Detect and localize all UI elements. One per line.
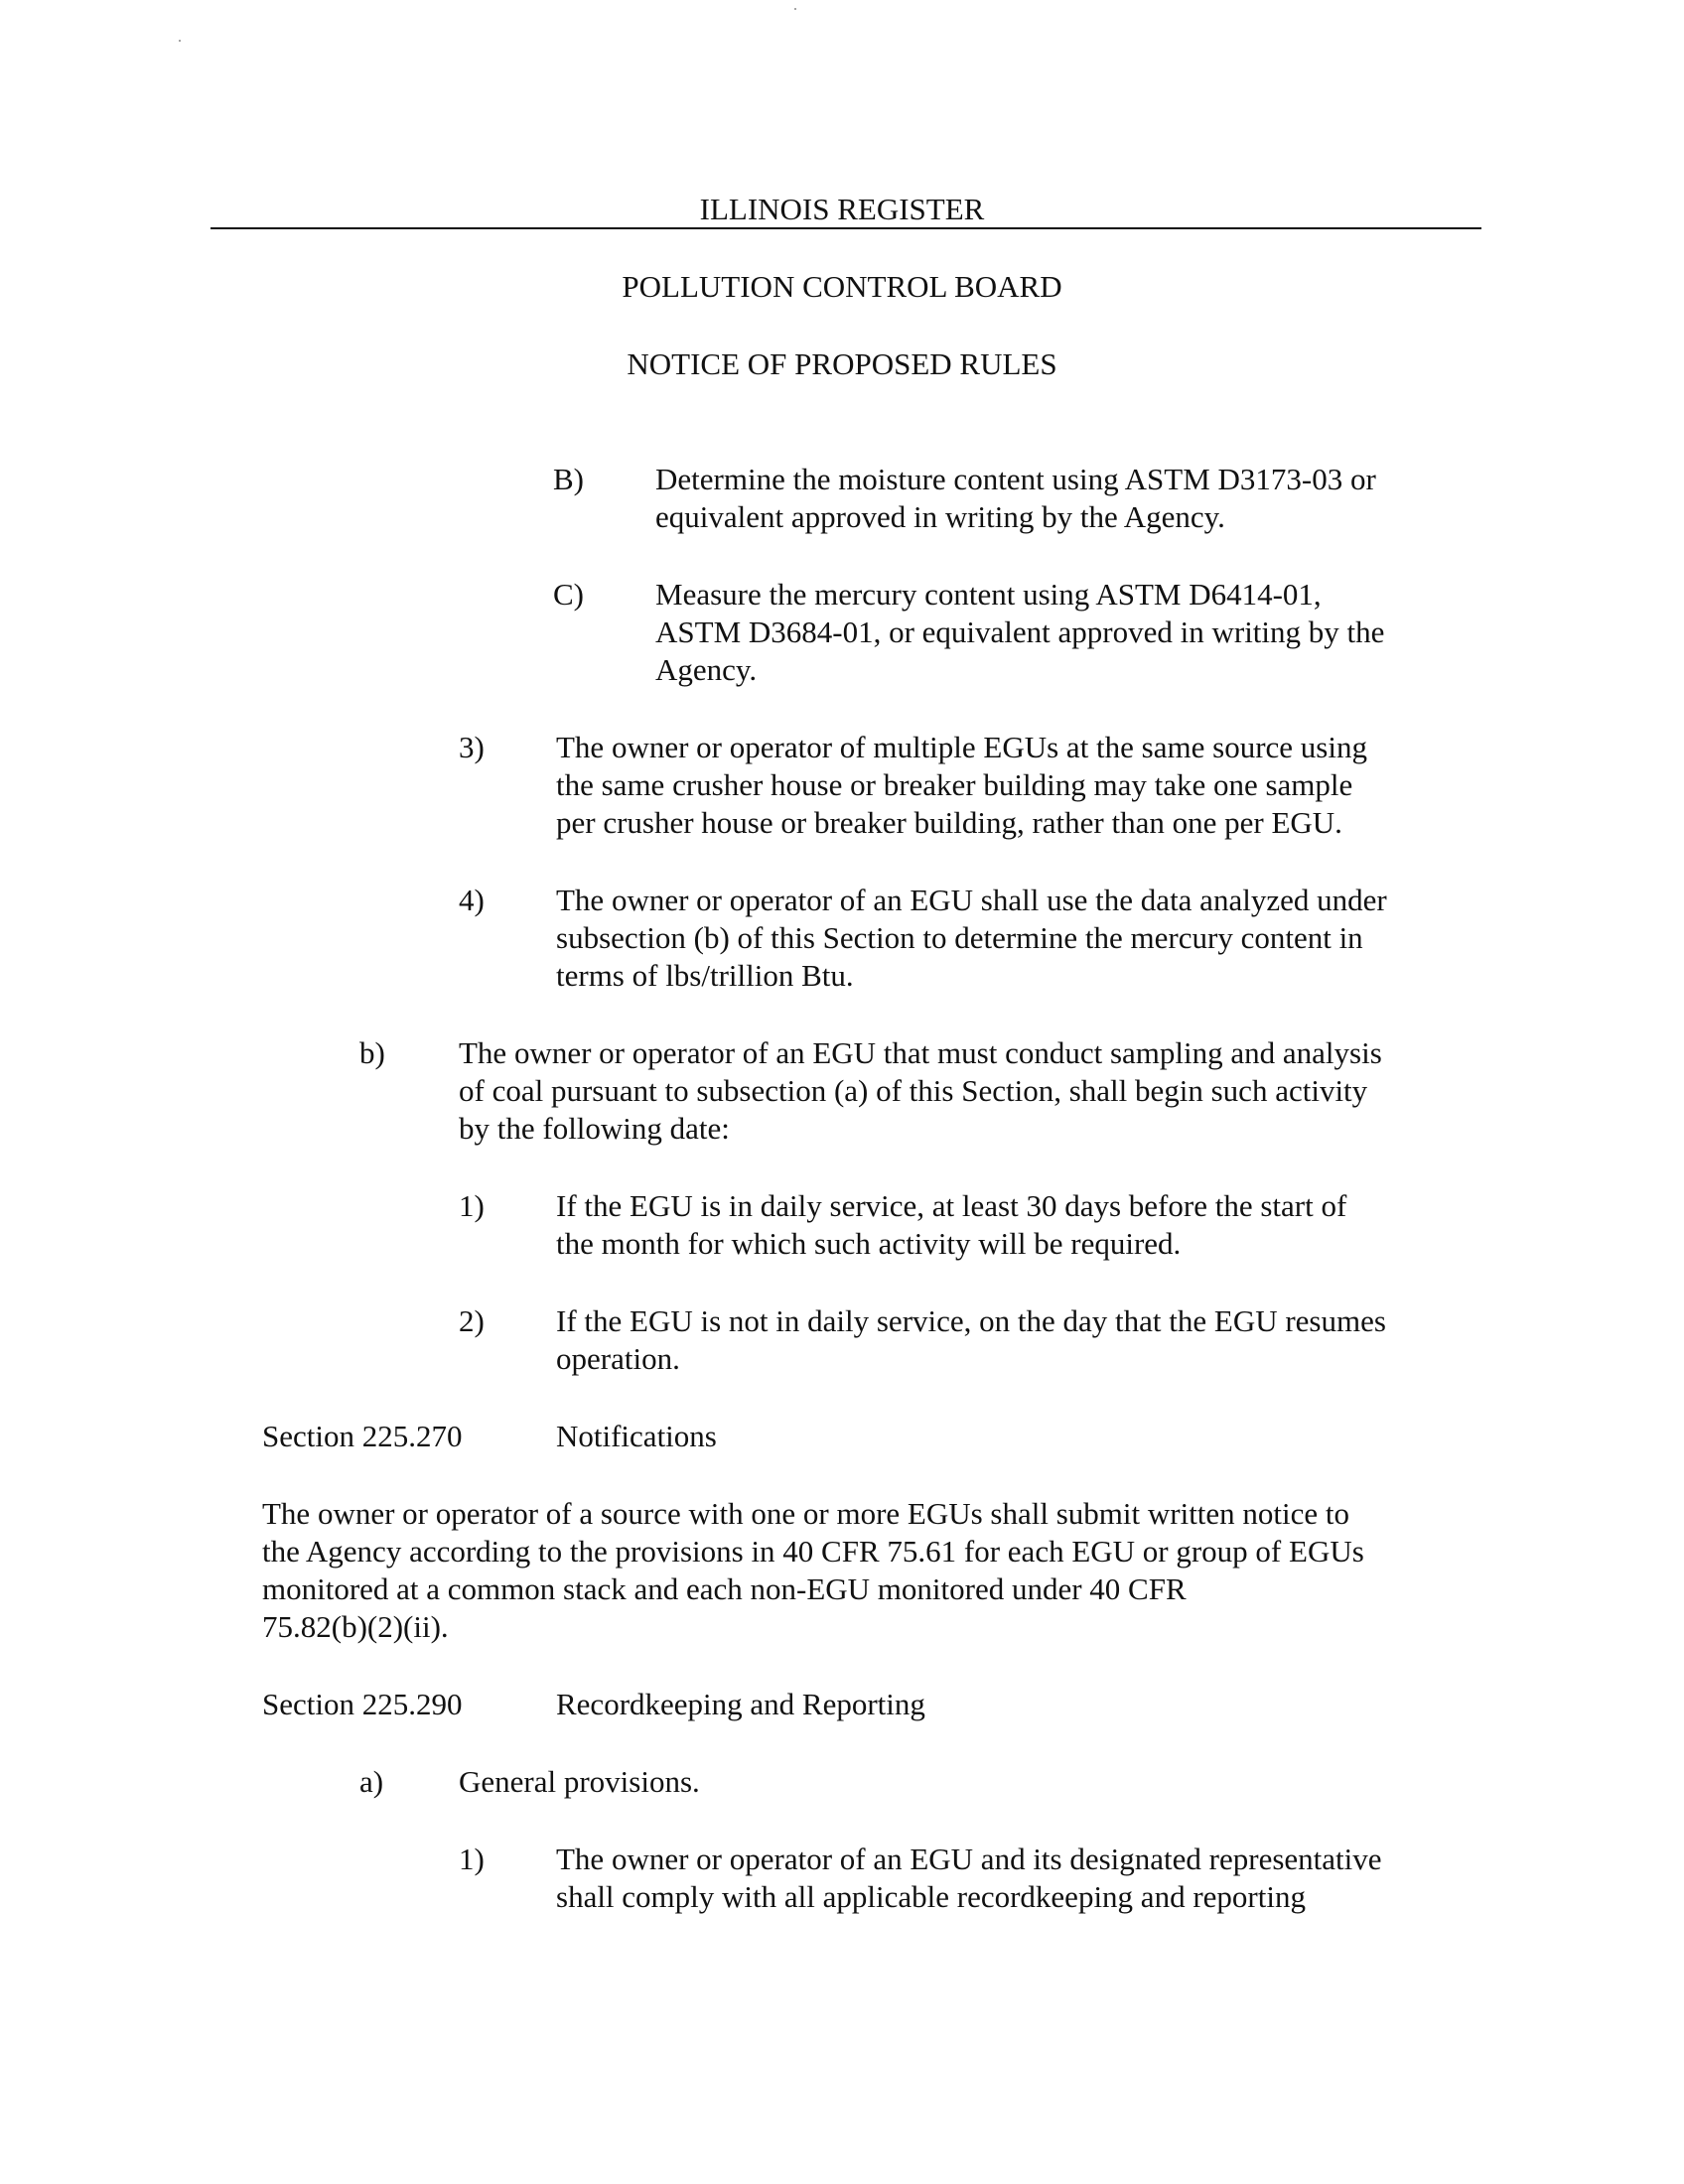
- item-marker: 1): [459, 1842, 485, 1876]
- section-number: Section 225.270: [262, 1419, 463, 1453]
- register-title: ILLINOIS REGISTER: [699, 192, 985, 226]
- header-rule: [210, 227, 1481, 229]
- item-text-line: If the EGU is in daily service, at least 30 days before the start of: [556, 1188, 1347, 1223]
- item-text-line: of coal pursuant to subsection (a) of this Section, shall begin such activity: [459, 1073, 1368, 1108]
- item-text-line: Determine the moisture content using ASTM D3173-03 or: [655, 462, 1376, 496]
- item-text-line: the same crusher house or breaker building may take one sample: [556, 767, 1353, 802]
- item-text-line: subsection (b) of this Section to determine the mercury content in: [556, 920, 1363, 955]
- item-text-line: Agency.: [655, 652, 758, 687]
- item-text-line: shall comply with all applicable recordkeeping and reporting: [556, 1879, 1306, 1914]
- item-text-line: General provisions.: [459, 1764, 700, 1799]
- section-title: Notifications: [556, 1419, 717, 1453]
- item-marker: 1): [459, 1188, 485, 1223]
- item-text-line: The owner or operator of an EGU that must conduct sampling and analysis: [459, 1035, 1382, 1070]
- item-text-line: operation.: [556, 1341, 680, 1376]
- item-text-line: per crusher house or breaker building, rather than one per EGU.: [556, 805, 1342, 840]
- item-marker: C): [553, 577, 584, 612]
- item-marker: a): [359, 1764, 384, 1799]
- item-marker: 2): [459, 1303, 485, 1338]
- item-text-line: ASTM D3684-01, or equivalent approved in writing by the: [655, 614, 1385, 649]
- scan-speck: [794, 8, 796, 10]
- item-marker: 4): [459, 883, 485, 917]
- item-text-line: by the following date:: [459, 1111, 730, 1146]
- scan-speck: [179, 40, 181, 42]
- item-text-line: If the EGU is not in daily service, on the day that the EGU resumes: [556, 1303, 1386, 1338]
- paragraph-line: monitored at a common stack and each non-EGU monitored under 40 CFR: [262, 1571, 1187, 1606]
- board-name: POLLUTION CONTROL BOARD: [622, 269, 1062, 304]
- item-text-line: The owner or operator of multiple EGUs at the same source using: [556, 730, 1367, 764]
- notice-title: NOTICE OF PROPOSED RULES: [627, 346, 1057, 381]
- paragraph-line: The owner or operator of a source with one or more EGUs shall submit written notice to: [262, 1496, 1350, 1531]
- item-marker: B): [553, 462, 584, 496]
- item-marker: b): [359, 1035, 385, 1070]
- item-text-line: terms of lbs/trillion Btu.: [556, 958, 854, 993]
- item-text-line: The owner or operator of an EGU and its designated representative: [556, 1842, 1382, 1876]
- item-marker: 3): [459, 730, 485, 764]
- paragraph-line: the Agency according to the provisions in 40 CFR 75.61 for each EGU or group of EGUs: [262, 1534, 1364, 1569]
- section-title: Recordkeeping and Reporting: [556, 1687, 925, 1721]
- item-text-line: the month for which such activity will be required.: [556, 1226, 1182, 1261]
- item-text-line: equivalent approved in writing by the Agency.: [655, 499, 1225, 534]
- paragraph-line: 75.82(b)(2)(ii).: [262, 1609, 449, 1644]
- item-text-line: The owner or operator of an EGU shall use the data analyzed under: [556, 883, 1387, 917]
- section-number: Section 225.290: [262, 1687, 463, 1721]
- item-text-line: Measure the mercury content using ASTM D6414-01,: [655, 577, 1322, 612]
